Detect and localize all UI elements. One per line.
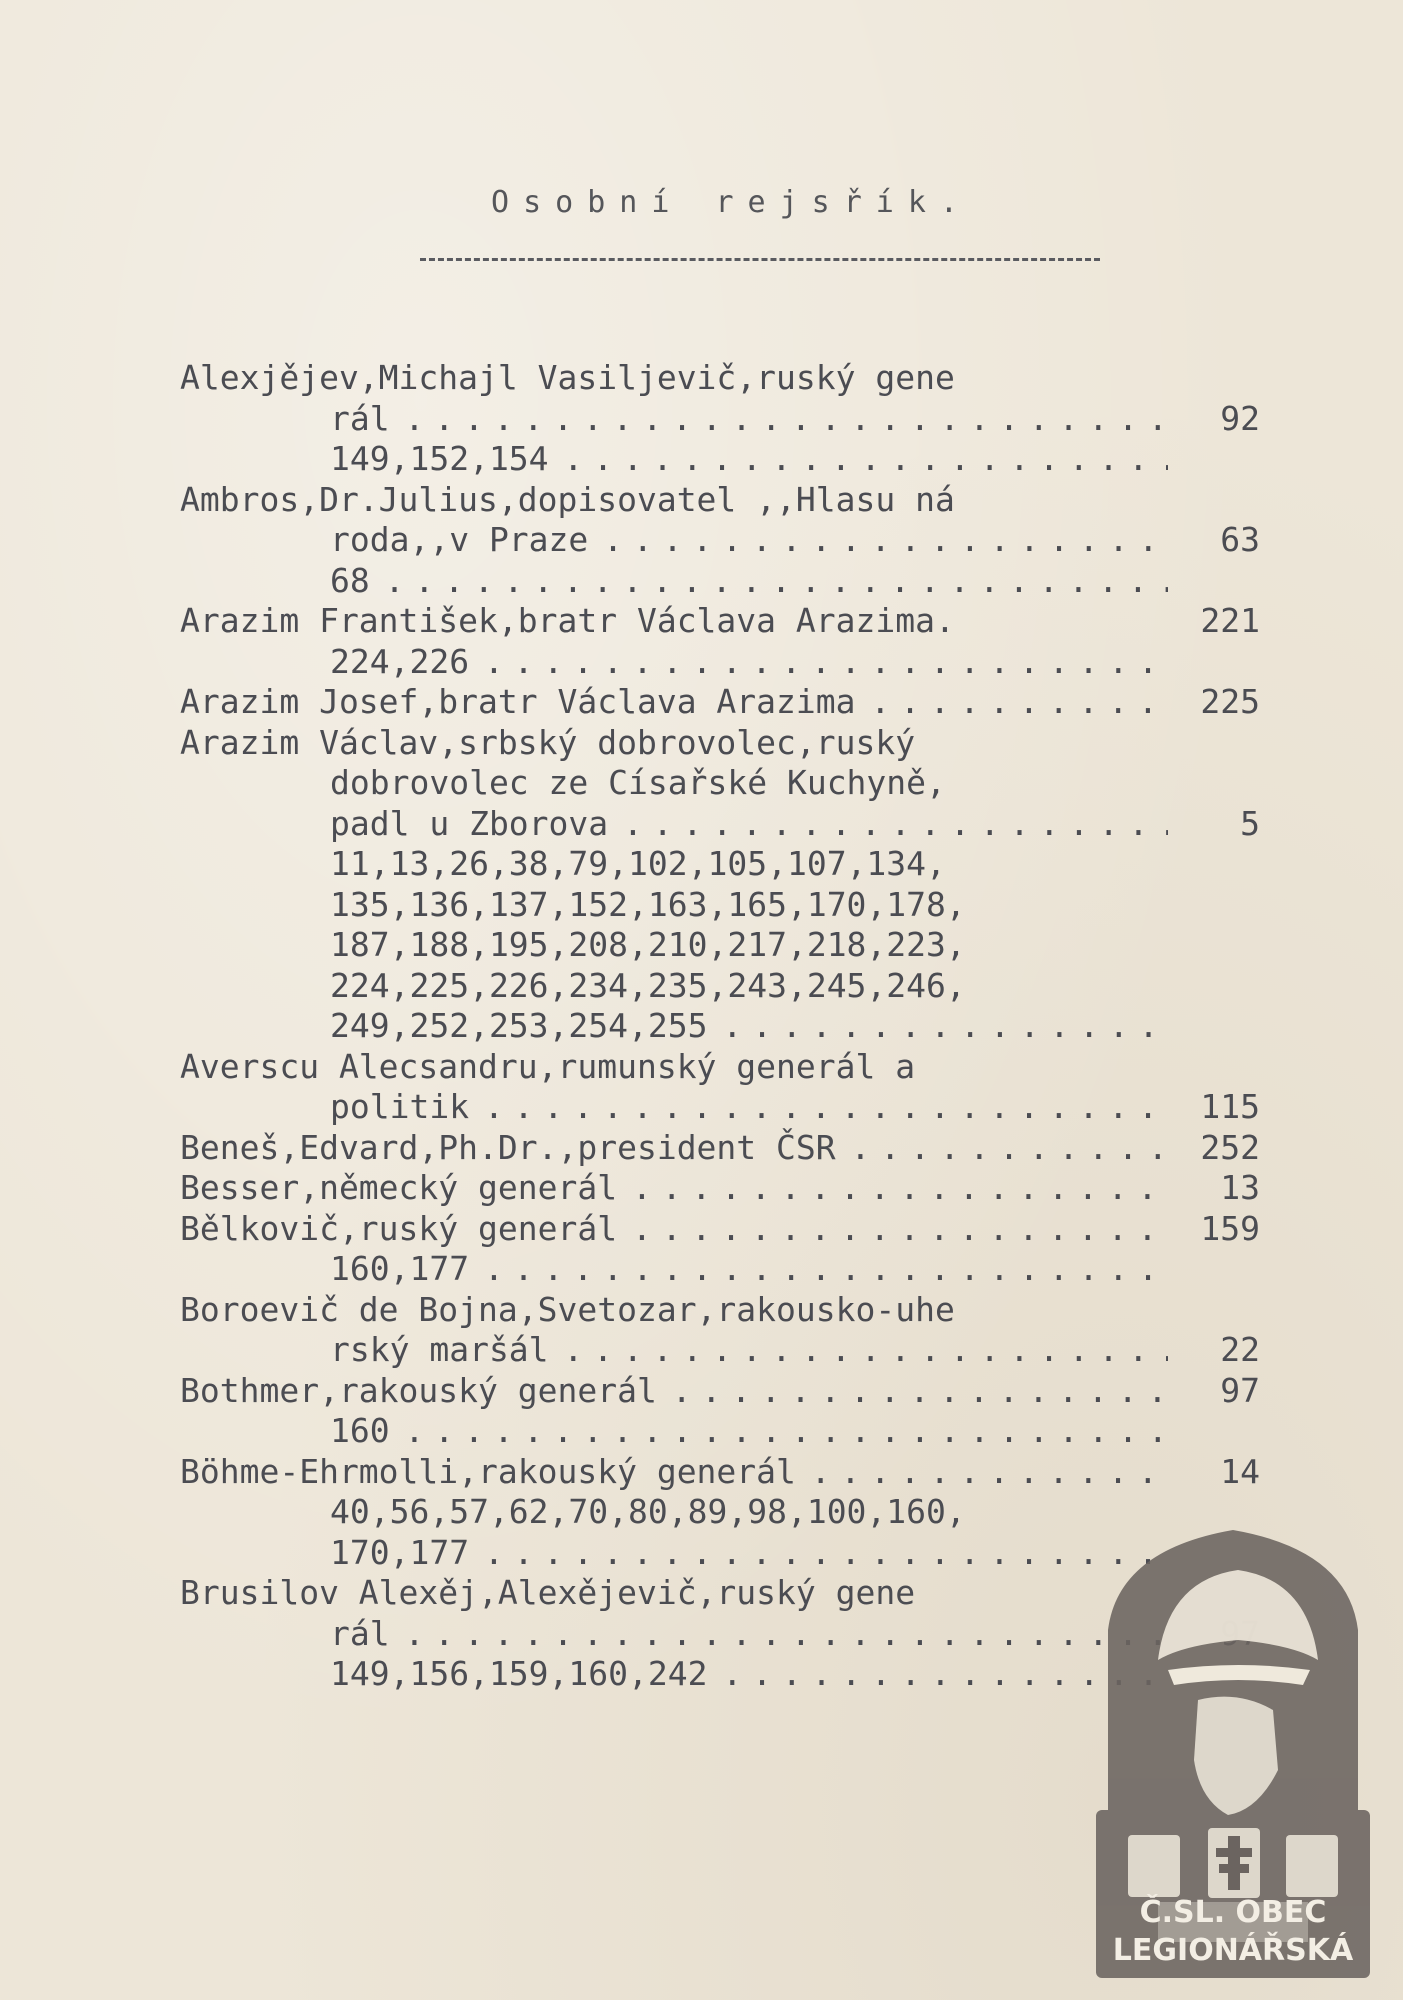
index-line-text: Arazim Josef,bratr Václava Arazima . . . — [180, 682, 1168, 723]
index-line-text: Brusilov Alexěj,Alexějevič,ruský gene — [180, 1573, 916, 1612]
page-number: 92 — [1220, 398, 1260, 438]
index-line-text: rál . . . — [330, 1614, 1168, 1655]
index-line — [180, 520, 1260, 561]
index-entry — [180, 480, 1260, 602]
page-number — [1168, 885, 1260, 926]
index-line-text: 149,156,159,160,242 . . . — [330, 1654, 1168, 1695]
index-line — [180, 1411, 1260, 1452]
index-line-text: roda,,v Praze . . . — [330, 520, 1168, 561]
person-index — [180, 358, 1260, 1695]
index-entry — [180, 1128, 1260, 1169]
index-line-text: 40,56,57,62,70,80,89,98,100,160, — [330, 1492, 966, 1531]
index-line-text: rál . . . — [330, 399, 1168, 440]
index-line — [180, 925, 1260, 966]
index-line — [180, 1249, 1260, 1290]
index-line — [180, 844, 1260, 885]
page-number — [1168, 1290, 1260, 1331]
page-number: 22 — [1220, 1330, 1260, 1369]
index-entry — [180, 358, 1260, 480]
page-number: 115 — [1200, 1087, 1260, 1126]
index-line-text: Boroevič de Bojna,Svetozar,rakousko-uhe — [180, 1289, 955, 1329]
page-number — [1168, 925, 1260, 966]
index-line-text: 149,152,154 . . . — [330, 439, 1168, 480]
index-line — [180, 682, 1260, 723]
index-line-text: 135,136,137,152,163,165,170,178, — [330, 884, 966, 924]
page-number — [1168, 966, 1260, 1007]
index-line-text: Bělkovič,ruský generál . . . — [180, 1209, 1168, 1250]
index-line — [180, 763, 1260, 804]
page-number — [1168, 844, 1260, 885]
index-line — [180, 1290, 1260, 1331]
page-number: 13 — [1220, 1168, 1260, 1207]
index-line-text: Böhme-Ehrmolli,rakouský generál . . . — [180, 1452, 1168, 1493]
index-line — [180, 1452, 1260, 1493]
index-line — [180, 480, 1260, 521]
index-line-text: padl u Zborova . . . — [330, 804, 1168, 845]
index-entry — [180, 682, 1260, 723]
index-line — [180, 885, 1260, 926]
page-number: 63 — [1220, 520, 1260, 559]
index-line — [180, 966, 1260, 1007]
index-line — [180, 642, 1260, 683]
index-line-text: 160,177 . . . — [330, 1249, 1168, 1290]
index-line-text: Beneš,Edvard,Ph.Dr.,president ČSR . . . — [180, 1128, 1168, 1169]
index-line-text: 224,226 . . . — [330, 642, 1168, 683]
stamp-text-line2: LEGIONÁŘSKÁ — [1112, 1933, 1354, 1968]
index-line — [180, 1168, 1260, 1209]
page-number — [1168, 763, 1260, 804]
index-line — [180, 1209, 1260, 1250]
index-line — [180, 1006, 1260, 1047]
index-line — [180, 1087, 1260, 1128]
index-line-text: Arazim František,bratr Václava Arazima. — [180, 601, 955, 640]
index-line-text: 170,177 . . . — [330, 1533, 1168, 1574]
index-line-text: Bothmer,rakouský generál . . . — [180, 1371, 1168, 1412]
index-line — [180, 723, 1260, 764]
page-number — [1168, 480, 1260, 521]
page-number — [1168, 723, 1260, 764]
page-number — [1168, 1411, 1260, 1452]
index-entry — [180, 723, 1260, 1047]
page-number: 5 — [1240, 803, 1260, 843]
page-number: 159 — [1200, 1208, 1260, 1248]
page-number — [1168, 642, 1260, 683]
index-entry — [180, 601, 1260, 682]
index-line-text: 224,225,226,234,235,243,245,246, — [330, 965, 966, 1005]
index-line — [180, 399, 1260, 440]
index-line-text: 187,188,195,208,210,217,218,223, — [330, 925, 966, 964]
index-line-text: rský maršál . . . — [330, 1330, 1168, 1371]
index-line-text: 11,13,26,38,79,102,105,107,134, — [330, 844, 946, 883]
index-line-text: Besser,německý generál . . . — [180, 1168, 1168, 1209]
index-line — [180, 804, 1260, 845]
page-number — [1168, 561, 1260, 602]
page-title: Osobní rejsřík. — [491, 185, 972, 220]
page-number — [1168, 1047, 1260, 1088]
index-line — [180, 439, 1260, 480]
index-line-text: Averscu Alecsandru,rumunský generál a — [180, 1046, 916, 1086]
page-number — [1168, 1249, 1260, 1290]
page-number — [1168, 358, 1260, 399]
index-entry — [180, 1209, 1260, 1290]
index-entry — [180, 1168, 1260, 1209]
index-line — [180, 358, 1260, 399]
index-line-text: 160 . . . — [330, 1411, 1168, 1452]
index-line — [180, 1330, 1260, 1371]
page-number: 97 — [1220, 1370, 1260, 1410]
page-number: 225 — [1200, 682, 1260, 721]
index-entry — [180, 1371, 1260, 1452]
index-line-text: 68 . . . — [330, 561, 1168, 602]
index-line — [180, 1371, 1260, 1412]
page-number — [1168, 1006, 1260, 1047]
index-entry — [180, 1290, 1260, 1371]
index-line-text: dobrovolec ze Císařské Kuchyně, — [330, 763, 946, 802]
index-line — [180, 1128, 1260, 1169]
index-line-text: politik . . . — [330, 1087, 1168, 1128]
legion-stamp-logo — [1088, 1510, 1378, 1980]
page-number: 252 — [1200, 1127, 1260, 1167]
index-line-text: 249,252,253,254,255 . . . — [330, 1006, 1168, 1047]
index-line-text: Arazim Václav,srbský dobrovolec,ruský — [180, 722, 916, 762]
stamp-text-line1: Č.SL. OBEC — [1139, 1895, 1327, 1930]
index-line — [180, 601, 1260, 642]
page-number: 14 — [1220, 1451, 1260, 1491]
title-underline — [420, 258, 1100, 261]
page-number: 221 — [1200, 601, 1260, 640]
index-line — [180, 1047, 1260, 1088]
page-number — [1168, 439, 1260, 480]
index-entry — [180, 1047, 1260, 1128]
index-line-text: Ambros,Dr.Julius,dopisovatel ,,Hlasu ná — [180, 479, 955, 519]
index-line-text: Alexjějev,Michajl Vasiljevič,ruský gene — [180, 358, 955, 397]
index-line — [180, 561, 1260, 602]
